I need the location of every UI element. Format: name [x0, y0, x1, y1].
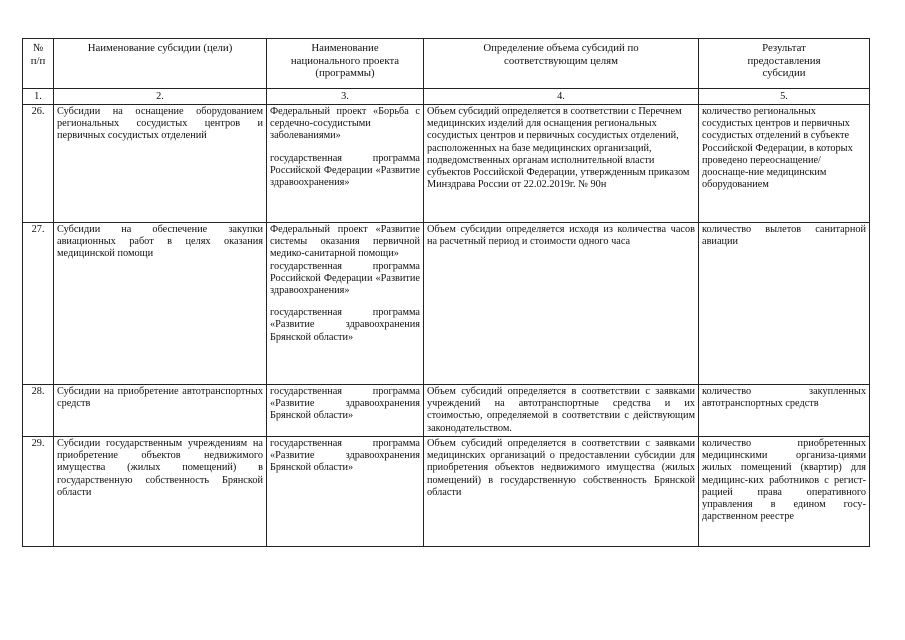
index-cell: 3. [267, 89, 424, 105]
header-row [23, 39, 870, 89]
subsidy-result: количество вылетов санитарной авиации [699, 223, 870, 385]
header-num: № п/п [23, 39, 54, 89]
table-row [23, 437, 870, 547]
volume-definition: Объем субсидий определяется в соответствии с заявками учреждений на автотранспортные средства и их стоимостью, определяемой в соответствии с действующим законодательством. [424, 385, 699, 437]
index-cell: 1. [23, 89, 54, 105]
row-num: 29. [23, 437, 54, 547]
index-cell: 5. [699, 89, 870, 105]
row-num: 27. [23, 223, 54, 385]
table-row [23, 105, 870, 223]
table-row [23, 385, 870, 437]
subsidy-result: количество закупленных автотранспортных средств [699, 385, 870, 437]
index-cell: 4. [424, 89, 699, 105]
header-subsidy-name: Наименование субсидии (цели) [54, 39, 267, 89]
column-index-row [23, 89, 870, 105]
subsidy-name: Субсидии на приобретение автотранспортных средств [54, 385, 267, 437]
header-national-project: Наименование национального проекта (программы) [267, 39, 424, 89]
subsidy-result: количество региональных сосудистых центров и первичных сосудистых отделений в субъекте Российской Федерации, в которых проведено переоснащение/дооснаще-ние медицинским оборудованием [699, 105, 870, 223]
national-project: государственная программа «Развитие здравоохранения Брянской области» [267, 437, 424, 547]
national-project [267, 105, 424, 223]
project-line: Федеральный проект «Борьба с сердечно-сосудистыми заболеваниями» [270, 106, 420, 142]
project-line: государственная программа Российской Федерации «Развитие здравоохранения» [270, 260, 420, 297]
row-num: 28. [23, 385, 54, 437]
table-row [23, 223, 870, 385]
project-line: государственная программа Российской Федерации «Развитие здравоохранения» [270, 152, 420, 189]
subsidy-name: Субсидии на оснащение оборудованием региональных сосудистых центров и первичных сосудистых отделений [54, 105, 267, 223]
row-num: 26. [23, 105, 54, 223]
subsidy-name: Субсидии государственным учреждениям на приобретение объектов недвижимого имущества (жилых помещений) в государственную собственность Брянской области [54, 437, 267, 547]
header-volume-definition: Определение объема субсидий по соответствующим целям [424, 39, 699, 89]
national-project [267, 223, 424, 385]
volume-definition: Объем субсидии определяется исходя из количества часов на расчетный период и стоимости одного часа [424, 223, 699, 385]
subsidy-result: количество приобретенных медицинскими организа-циями жилых помещений (квартир) для медицинс-ких работников с регист-рацией права оперативного управления в едином госу-дарственном реестре [699, 437, 870, 547]
volume-definition: Объем субсидий определяется в соответствии с заявками медицинских организаций о предоставлении субсидии для приобретения объектов недвижимого имущества (жилых помещений) в государственную собственность Брянской области [424, 437, 699, 547]
national-project: государственная программа «Развитие здравоохранения Брянской области» [267, 385, 424, 437]
index-cell: 2. [54, 89, 267, 105]
project-line: Федеральный проект «Развитие системы оказания первичной медико-санитарной помощи» [270, 224, 420, 260]
volume-definition: Объем субсидий определяется в соответствии с Перечнем медицинских изделий для оснащения региональных сосудистых центров и первичных сосудистых отделений, расположенных на базе медицинских организаций, подведомственных органам исполнительной власти субъектов Российской Федерации, утвержденным приказом Минздрава России от 22.02.2019г. № 90н [424, 105, 699, 223]
project-line: государственная программа «Развитие здравоохранения Брянской области» [270, 307, 420, 343]
subsidies-table [22, 38, 870, 547]
header-result: Результат предоставления субсидии [699, 39, 870, 89]
subsidy-name: Субсидии на обеспечение закупки авиационных работ в целях оказания медицинской помощи [54, 223, 267, 385]
